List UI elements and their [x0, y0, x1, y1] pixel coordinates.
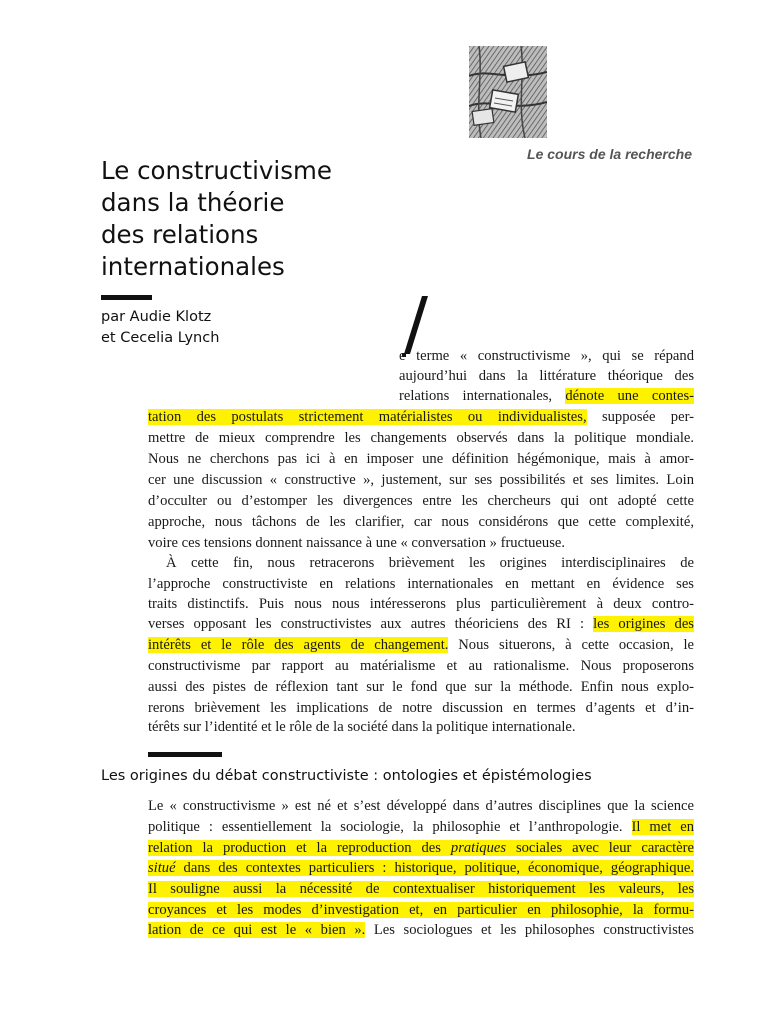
- body-line: aussi des pistes de réflexion tant sur le fond que sur la méthode. Enfin nous explo-: [148, 679, 694, 695]
- body-line: [399, 386, 694, 406]
- highlighted-italic-text: situé: [148, 860, 176, 876]
- text-segment: verses opposant les constructivistes aux autres théoriciens des RI :: [148, 616, 594, 632]
- author-line: et Cecelia Lynch: [101, 330, 220, 346]
- series-emblem-icon: [469, 46, 547, 138]
- series-label: Le cours de la recherche: [527, 146, 692, 162]
- body-line: [148, 858, 694, 878]
- body-line: [148, 879, 694, 899]
- text-segment: relations internationales,: [399, 388, 566, 404]
- highlighted-text: les origines des: [593, 616, 694, 632]
- body-line: [148, 817, 694, 837]
- title-divider: [101, 295, 152, 300]
- body-line: voire ces tensions donnent naissance à une « conversation » fructueuse.: [148, 535, 566, 551]
- body-line: d’occulter ou d’estomper les divergences entre les chercheurs qui ont adopté cette: [148, 493, 694, 509]
- text-segment: Les sociologues et les philosophes constructivistes: [365, 922, 694, 938]
- body-line: À cette fin, nous retracerons brièvement les origines interdisciplinaires de: [166, 555, 694, 571]
- body-line: cer une discussion « constructive », justement, sur ses possibilités et ses limites. Loin: [148, 472, 694, 488]
- highlighted-text: relation la production et la reproduction des: [148, 840, 451, 856]
- author-byline: [101, 307, 219, 349]
- body-line: traits distinctifs. Puis nous nous intéresserons plus particulièrement à deux contro-: [148, 596, 694, 612]
- article-title: [101, 155, 332, 283]
- body-line: e terme « constructivisme », qui se répand: [399, 348, 694, 364]
- body-line: térêts sur l’identité et le rôle de la société dans la politique internationale.: [148, 719, 576, 735]
- body-line: [148, 920, 694, 940]
- highlighted-text: lation de ce qui est le « bien ».: [148, 922, 366, 938]
- body-line: mettre de mieux comprendre les changements observés dans la politique mondiale.: [148, 430, 694, 446]
- title-line: dans la théorie: [101, 188, 285, 217]
- body-line: [148, 614, 694, 634]
- body-line: [148, 635, 694, 655]
- highlighted-text: sociales avec leur caractère: [506, 840, 694, 856]
- highlighted-text: intérêts et le rôle des agents de changement.: [148, 637, 449, 653]
- body-line: l’approche constructiviste en relations internationales en mettant en évidence ses: [148, 576, 694, 592]
- highlighted-text: tation des postulats strictement matérialistes ou individualistes,: [148, 409, 587, 425]
- body-line: constructivisme par rapport au matérialisme et au rationalisme. Nous proposerons: [148, 658, 694, 674]
- title-line: Le constructivisme: [101, 156, 332, 185]
- body-line: aujourd’hui dans la littérature théorique des: [399, 368, 694, 384]
- highlighted-italic-text: pratiques: [450, 840, 507, 856]
- highlighted-text: croyances et les modes d’investigation et, en particulier en philosophie, la formu-: [148, 902, 694, 918]
- section-heading: Les origines du débat constructiviste : ontologies et épistémologies: [101, 768, 592, 784]
- highlighted-text: Il met en: [631, 819, 694, 835]
- section-divider: [148, 752, 222, 757]
- text-segment: politique : essentiellement la sociologie, la philosophie et l’anthropologie.: [148, 819, 632, 835]
- highlighted-text: dénote une contes-: [565, 388, 694, 404]
- highlighted-text: Il souligne aussi la nécessité de contextualiser historiquement les valeurs, les: [148, 881, 694, 897]
- body-line: Le « constructivisme » est né et s’est développé dans d’autres disciplines que la science: [148, 798, 694, 814]
- body-line: [148, 407, 694, 427]
- title-line: internationales: [101, 252, 285, 281]
- author-line: par Audie Klotz: [101, 309, 212, 325]
- body-line: approche, nous tâchons de les clarifier, car nous considérons que cette complexité,: [148, 514, 694, 530]
- title-line: des relations: [101, 220, 259, 249]
- body-line: Nous ne cherchons pas ici à en imposer une définition hégémonique, mais à amor-: [148, 451, 694, 467]
- body-line: [148, 900, 694, 920]
- body-line: [148, 838, 694, 858]
- body-line: rerons brièvement les implications de notre discussion en termes d’agents et d’in-: [148, 700, 694, 716]
- text-segment: Nous situerons, à cette occasion, le: [448, 637, 694, 653]
- highlighted-text: dans des contextes particuliers : historique, politique, économique, géographique.: [175, 860, 694, 876]
- text-segment: supposée per-: [586, 409, 694, 425]
